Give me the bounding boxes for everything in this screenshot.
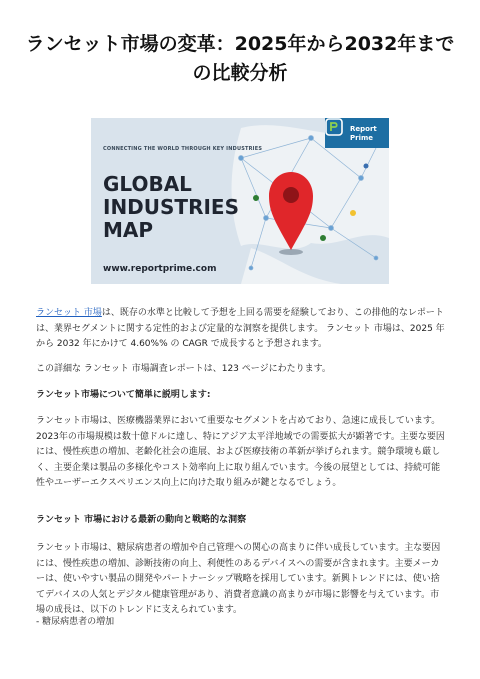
intro-text: は、既存の水準と比較して予想を上回る需要を経験しており、この排他的なレポートは、業界セグメントに関する定性的および定量的な洞察を提供します。 ランセット 市場は、2025 年から 2032 年にかけて 4.60%% の CAGR で成長すると予想されます。	[36, 308, 445, 349]
intro-paragraph	[36, 306, 448, 353]
bullet-item: - 糖尿病患者の増加	[36, 617, 115, 627]
trends-paragraph: ランセット市場は、糖尿病患者の増加や自己管理への関心の高まりに伴い成長しています。主な要因には、慢性疾患の増加、診断技術の向上、利便性のあるデバイスへの需要が含まれます。主要メーカーは、使いやすい製品の開発やパートナーシップ戦略を採用しています。新興トレンドには、使い捨てデバイスの人気とデジタル健康管理があり、消費者意識の高まりが市場に影響を与えています。市場の成長は、以下のトレンドに支えられています。	[36, 543, 441, 615]
banner-headline-line: GLOBAL	[103, 172, 192, 196]
banner-headline	[103, 173, 239, 242]
brand-line: Prime	[350, 134, 374, 142]
report-prime-logo-icon	[325, 118, 343, 136]
banner-tagline: CONNECTING THE WORLD THROUGH KEY INDUSTRIES	[103, 146, 263, 152]
title-line-1: ランセット市場の変革：2025年から2032年まで	[25, 33, 455, 55]
page-title	[24, 30, 456, 88]
pages-note: この詳細な ランセット 市場調査レポートは、123 ページにわたります。	[36, 364, 331, 374]
market-link[interactable]: ランセット 市場	[36, 308, 102, 318]
banner-headline-line: MAP	[103, 218, 154, 242]
title-line-2: の比較分析	[192, 62, 288, 84]
brand-logo	[325, 118, 389, 148]
section-heading-trends: ランセット 市場における最新の動向と戦略的な洞察	[36, 515, 247, 525]
overview-paragraph: ランセット市場は、医療機器業界において重要なセグメントを占めており、急速に成長しています。2023年の市場規模は数十億ドルに達し、特にアジア太平洋地域での需要拡大が顕著です。主要な要因には、慢性疾患の増加、老齢化社会の進展、および医療技術の革新が挙げられます。競争環境も厳しく、主要企業は製品の多様化やコスト効率向上に取り組んでいます。今後の展望としては、持続可能性やユーザーエクスペリエンス向上に向けた取り組みが鍵となるでしょう。	[36, 416, 445, 488]
banner-headline-line: INDUSTRIES	[103, 195, 239, 219]
brand-line: Report	[350, 125, 377, 133]
brand-name	[350, 125, 386, 143]
banner-url: www.reportprime.com	[103, 264, 217, 274]
banner-image	[91, 118, 389, 284]
section-heading-overview: ランセット市場について簡単に説明します:	[36, 390, 211, 400]
